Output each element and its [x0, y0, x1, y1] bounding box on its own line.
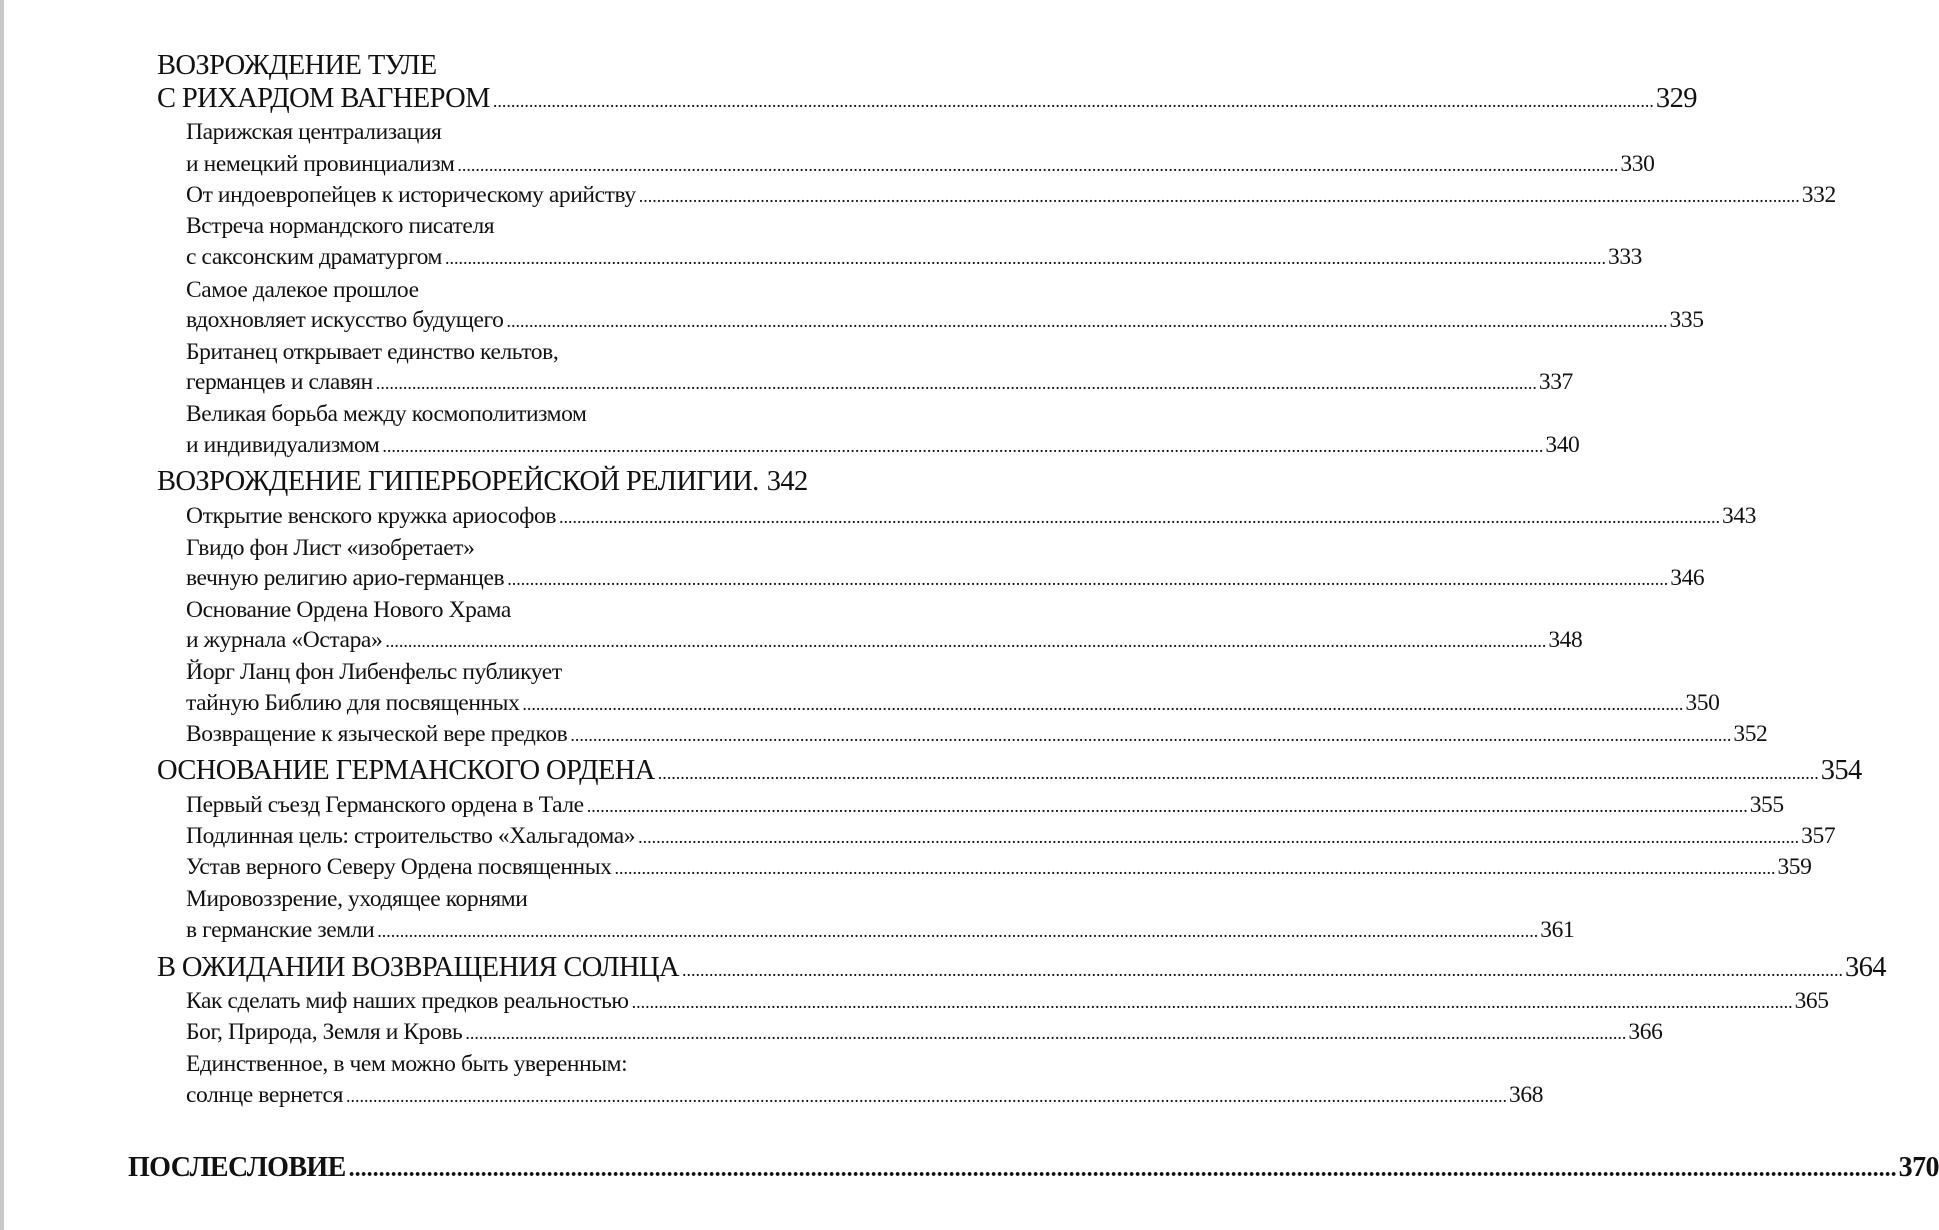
dot-leader: .................................................................................................................................................................................................................................................................. [522, 694, 1684, 714]
toc-entry-afterword[interactable] [128, 1152, 1939, 1184]
toc-subentry-title-line1: Единственное, в чем можно быть уверенным: [186, 1051, 628, 1077]
dot-leader: .................................................................................................................................................................................................................................................................. [465, 1023, 1627, 1043]
toc-section-title-line1: ВОЗРОЖДЕНИЕ ТУЛЕ [157, 50, 437, 81]
dot-leader: .................................................................................................................................................................................................................................................................. [631, 992, 1793, 1012]
page-left-edge [0, 0, 4, 1230]
toc-subentry[interactable] [186, 432, 1580, 459]
toc-subentry-title: и журнала «Остара» [186, 627, 383, 653]
toc-entry-title: ПОСЛЕСЛОВИЕ [128, 1152, 346, 1183]
toc-page-number: 366 [1628, 1019, 1663, 1045]
toc-page-number: 335 [1669, 307, 1704, 333]
toc-subentry-title: От индоевропейцев к историческому арийству [186, 182, 636, 208]
dot-leader: .................................................................................................................................................................................................................................................................. [444, 248, 1606, 268]
toc-entry-title: В ОЖИДАНИИ ВОЗВРАЩЕНИЯ СОЛНЦА [157, 952, 679, 983]
toc-page-number: 357 [1801, 823, 1836, 849]
toc-subentry-title-line1: Самое далекое прошлое [186, 277, 419, 303]
toc-subentry[interactable] [186, 565, 1705, 592]
toc-subentry-title-line1: Мировоззрение, уходящее корнями [186, 886, 528, 912]
toc-subentry[interactable] [186, 151, 1655, 178]
dot-leader: .................................................................................................................................................................................................................................................................. [507, 569, 1669, 589]
toc-page-number: 370 [1898, 1152, 1939, 1183]
dot-leader: .................................................................................................................................................................................................................................................................. [346, 1086, 1507, 1106]
toc-entry[interactable] [157, 466, 872, 498]
dot-leader: .................................................................................................................................................................................................................................................................. [348, 1156, 1897, 1182]
toc-subentry-title-line1: Британец открывает единство кельтов, [186, 339, 559, 365]
dot-leader: .................................................................................................................................................................................................................................................................. [614, 858, 1776, 878]
toc-subentry-title: Как сделать миф наших предков реальностью [186, 988, 629, 1014]
dot-leader: .................................................................................................................................................................................................................................................................. [657, 763, 1819, 783]
toc-subentry[interactable] [186, 854, 1812, 881]
toc-subentry-title-line1: Великая борьба между космополитизмом [186, 401, 587, 427]
toc-subentry-title: Первый съезд Германского ордена в Тале [186, 792, 584, 818]
toc-subentry-title: с саксонским драматургом [186, 244, 442, 270]
toc-subentry-title: вдохновляет искусство будущего [186, 307, 504, 333]
toc-subentry[interactable] [186, 792, 1784, 819]
toc-subentry-title: солнце вернется [186, 1082, 343, 1108]
toc-page-number: 359 [1777, 854, 1812, 880]
toc-subentry-title: Устав верного Северу Ордена посвященных [186, 854, 612, 880]
toc-subentry[interactable] [186, 244, 1643, 271]
toc-subentry-title-line1: Встреча нормандского писателя [186, 213, 495, 239]
toc-subentry[interactable] [186, 182, 1836, 209]
toc-page-number: 330 [1620, 151, 1655, 177]
toc-page-number: 346 [1670, 565, 1705, 591]
toc-page-number: 333 [1607, 244, 1643, 270]
dot-leader: .................................................................................................................................................................................................................................................................. [385, 631, 1547, 651]
toc-page-number: 352 [1733, 721, 1768, 747]
toc-page-number: 368 [1509, 1082, 1544, 1108]
dot-leader: .................................................................................................................................................................................................................................................................. [638, 186, 1800, 206]
toc-subentry-title: в германские земли [186, 917, 375, 943]
toc-subentry-title-line1: Основание Ордена Нового Храма [186, 597, 511, 623]
toc-subentry-title-line1: Гвидо фон Лист «изобретает» [186, 535, 475, 561]
dot-leader: .................................................................................................................................................................................................................................................................. [586, 796, 1748, 816]
dot-leader: .................................................................................................................................................................................................................................................................. [382, 436, 1544, 456]
toc-page-number: 340 [1545, 432, 1580, 458]
toc-page-number: 354 [1820, 755, 1862, 786]
toc-page-number: 350 [1685, 690, 1720, 716]
toc-entry-title: С РИХАРДОМ ВАГНЕРОМ [157, 83, 490, 114]
toc-page-number: 337 [1538, 369, 1573, 395]
toc-subentry[interactable] [186, 503, 1757, 530]
toc-subentry-title-line1: Парижская централизация [186, 119, 442, 145]
dot-leader: .................................................................................................................................................................................................................................................................. [377, 921, 1539, 941]
dot-leader: .................................................................................................................................................................................................................................................................. [375, 373, 1537, 393]
toc-entry-title: ОСНОВАНИЕ ГЕРМАНСКОГО ОРДЕНА [157, 755, 655, 786]
dot-leader: .................................................................................................................................................................................................................................................................. [682, 960, 1843, 980]
toc-subentry-title-line1: Йорг Ланц фон Либенфельс публикует [186, 659, 562, 685]
toc-subentry[interactable] [186, 690, 1720, 717]
toc-subentry-title: вечную религию арио-германцев [186, 565, 505, 591]
toc-subentry[interactable] [186, 988, 1829, 1015]
toc-subentry-title: Возвращение к языческой вере предков [186, 721, 568, 747]
toc-subentry-title: Открытие венского кружка ариософов [186, 503, 557, 529]
toc-subentry[interactable] [186, 1019, 1663, 1046]
toc-page-number: 332 [1801, 182, 1836, 208]
toc-entry[interactable] [157, 83, 1697, 115]
toc-page-number: 365 [1794, 988, 1829, 1014]
dot-leader: .................................................................................................................................................................................................................................................................. [638, 827, 1800, 847]
toc-entry[interactable] [157, 755, 1862, 787]
dot-leader: .................................................................................................................................................................................................................................................................. [559, 507, 1721, 527]
dot-leader: .................................................................................................................................................................................................................................................................. [492, 91, 1654, 111]
dot-leader: .................................................................................................................................................................................................................................................................. [457, 155, 1619, 175]
toc-subentry-title: Бог, Природа, Земля и Кровь [186, 1019, 463, 1045]
toc-entry[interactable] [157, 952, 1886, 984]
toc-page-number: 342 [766, 466, 808, 497]
toc-subentry-title: и индивидуализмом [186, 432, 380, 458]
toc-page-number: 329 [1655, 83, 1697, 114]
toc-subentry[interactable] [186, 307, 1704, 334]
toc-page-number: 348 [1548, 627, 1583, 653]
toc-subentry[interactable] [186, 369, 1573, 396]
toc-subentry[interactable] [186, 917, 1575, 944]
toc-subentry-title: тайную Библию для посвященных [186, 690, 520, 716]
toc-page-number: 343 [1722, 503, 1757, 529]
toc-subentry[interactable] [186, 1082, 1544, 1109]
toc-entry-title: ВОЗРОЖДЕНИЕ ГИПЕРБОРЕЙСКОЙ РЕЛИГИИ. [157, 466, 759, 497]
toc-subentry[interactable] [186, 627, 1583, 654]
toc-subentry-title: и немецкий провинциализм [186, 151, 455, 177]
toc-subentry-title: германцев и славян [186, 369, 373, 395]
toc-subentry[interactable] [186, 823, 1836, 850]
toc-page-number: 364 [1845, 952, 1886, 983]
toc-page-number: 361 [1540, 917, 1575, 943]
toc-page-number: 355 [1749, 792, 1784, 818]
dot-leader: .................................................................................................................................................................................................................................................................. [506, 311, 1668, 331]
toc-subentry-title: Подлинная цель: строительство «Хальгадома» [186, 823, 636, 849]
toc-subentry[interactable] [186, 721, 1768, 748]
dot-leader: .................................................................................................................................................................................................................................................................. [570, 725, 1732, 745]
